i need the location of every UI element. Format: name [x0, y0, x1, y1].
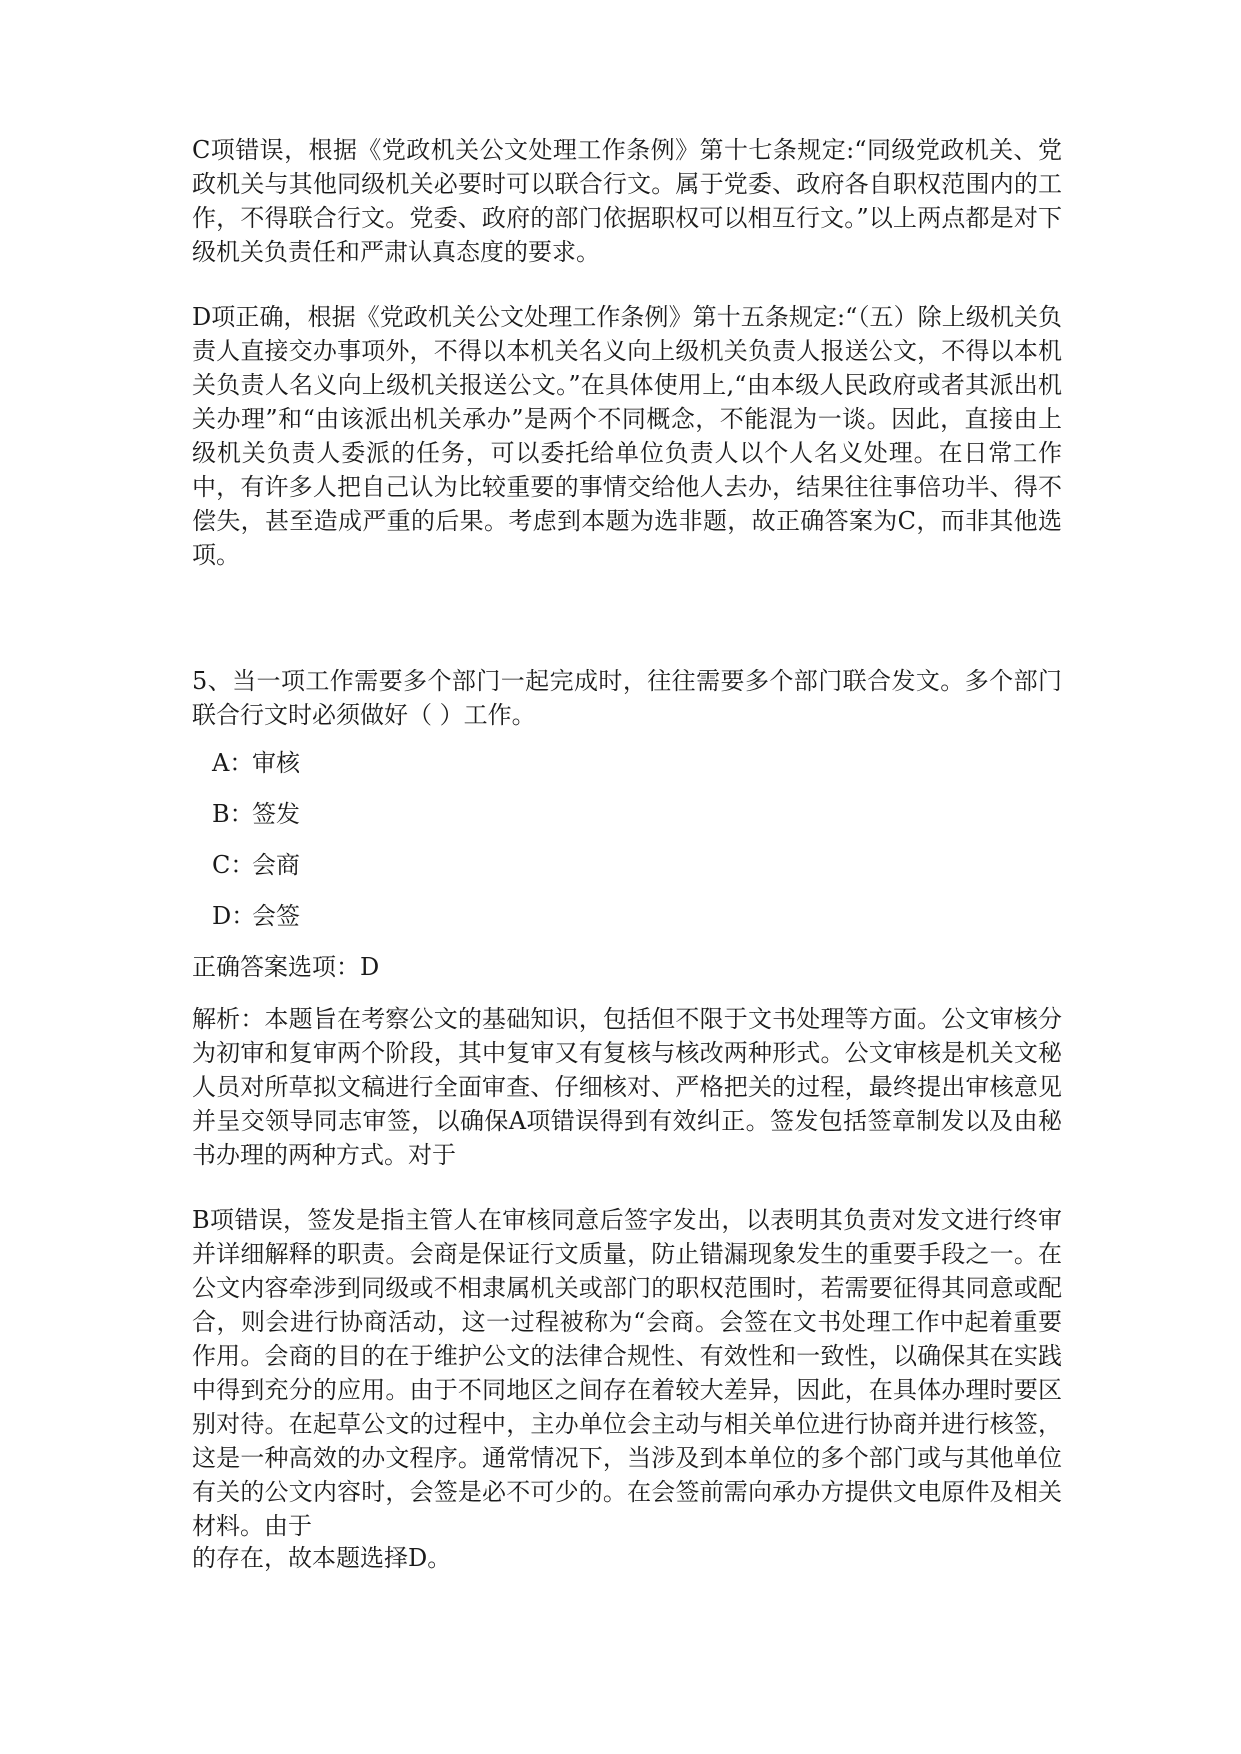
explanation-option-c: C项错误，根据《党政机关公文处理工作条例》第十七条规定:“同级党政机关、党政机关与其他同级机关必要时可以联合行文。属于党委、政府各自职权范围内的工作，不得联合行文。党委、政府的部门依据职权可以相互行文。”以上两点都是对下级机关负责任和严肃认真态度的要求。 [192, 136, 1062, 266]
explanation-option-d: D项正确，根据《党政机关公文处理工作条例》第十五条规定:“（五）除上级机关负责人直接交办事项外，不得以本机关名义向上级机关负责人报送公文，不得以本机关负责人名义向上级机关报送公文。”在具体使用上,“由本级人民政府或者其派出机关办理”和“由该派出机关承办”是两个不同概念，不能混为一谈。因此，直接由上级机关负责人委派的任务，可以委托给单位负责人以个人名义处理。在日常工作中，有许多人把自己认为比较重要的事情交给他人去办，结果往往事倍功半、得不偿失，甚至造成严重的后果。考虑到本题为选非题，故正确答案为C，而非其他选项。 [192, 303, 1062, 569]
option-b-text: 签发 [252, 800, 300, 828]
option-a [212, 746, 300, 780]
option-c [212, 848, 300, 882]
option-d-text: 会签 [252, 902, 300, 930]
question-5-stem: 5、当一项工作需要多个部门一起完成时，往往需要多个部门联合发文。多个部门联合行文时必须做好（ ）工作。 [192, 667, 1062, 729]
analysis-paragraph-2: B项错误，签发是指主管人在审核同意后签字发出，以表明其负责对发文进行终审并详细解释的职责。会商是保证行文质量，防止错漏现象发生的重要手段之一。在公文内容牵涉到同级或不相隶属机关或部门的职权范围时，若需要征得其同意或配合，则会进行协商活动，这一过程被称为“会商。会签在文书处理工作中起着重要作用。会商的目的在于维护公文的法律合规性、有效性和一致性，以确保其在实践中得到充分的应用。由于不同地区之间存在着较大差异，因此，在具体办理时要区别对待。在起草公文的过程中，主办单位会主动与相关单位进行协商并进行核签，这是一种高效的办文程序。通常情况下，当涉及到本单位的多个部门或与其他单位有关的公文内容时，会签是必不可少的。在会签前需向承办方提供文电原件及相关材料。由于 [192, 1206, 1062, 1540]
option-c-letter: C： [212, 851, 255, 879]
correct-answer: 正确答案选项：D [192, 953, 380, 981]
analysis-paragraph-1: 解析：本题旨在考察公文的基础知识，包括但不限于文书处理等方面。公文审核分为初审和复审两个阶段，其中复审又有复核与核改两种形式。公文审核是机关文秘人员对所草拟文稿进行全面审查、仔细核对、严格把关的过程，最终提出审核意见并呈交领导同志审签，以确保A项错误得到有效纠正。签发包括签章制发以及由秘书办理的两种方式。对于 [192, 1005, 1062, 1169]
option-b-letter: B： [212, 800, 254, 828]
option-b [212, 797, 300, 831]
option-a-letter: A： [212, 749, 254, 777]
option-c-text: 会商 [252, 851, 300, 879]
option-a-text: 审核 [252, 749, 300, 777]
analysis-paragraph-3: 的存在，故本题选择D。 [192, 1544, 452, 1572]
option-d-letter: D： [212, 902, 256, 930]
option-d [212, 899, 300, 933]
